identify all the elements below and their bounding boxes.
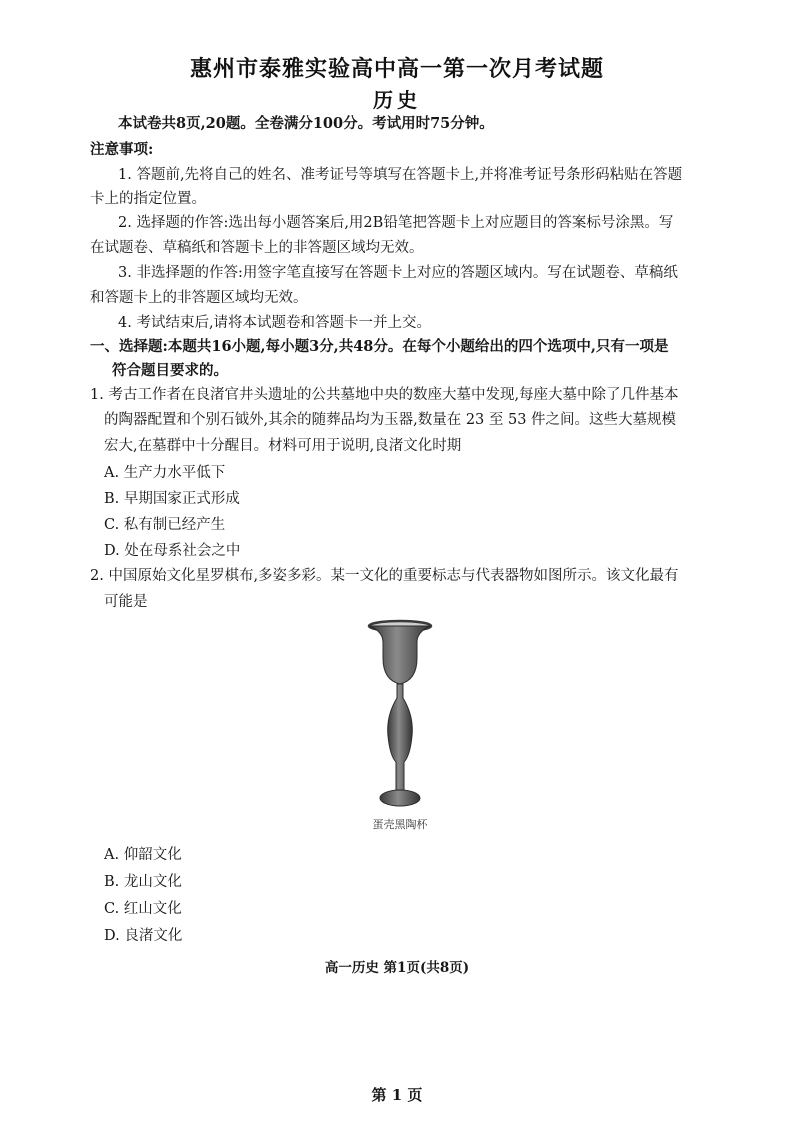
exam-title: 惠州市泰雅实验高中高一第一次月考试题 xyxy=(189,56,604,82)
figure-caption: 蛋壳黑陶杯 xyxy=(372,818,428,831)
question-1-text: 宏大,在墓群中十分醒目。材料可用于说明,良渚文化时期 xyxy=(104,438,462,454)
q2-option-b: B. 龙山文化 xyxy=(104,874,182,890)
notice-item: 4. 考试结束后,请将本试题卷和答题卡一并上交。 xyxy=(118,315,432,331)
q1-option-d: D. 处在母系社会之中 xyxy=(104,543,241,559)
q1-option-c: C. 私有制已经产生 xyxy=(104,517,226,533)
q1-option-a: A. 生产力水平低下 xyxy=(104,465,226,481)
notice-item: 卡上的指定位置。 xyxy=(90,191,206,207)
eggshell-black-pottery-cup-image xyxy=(355,618,445,813)
question-1-text: 的陶器配置和个别石钺外,其余的随葬品均为玉器,数量在 23 至 53 件之间。这些大墓规模 xyxy=(104,412,677,428)
question-1-text: 1. 考古工作者在良渚官井头遗址的公共墓地中央的数座大墓中发现,每座大墓中除了几件基本 xyxy=(90,387,679,403)
q2-option-a: A. 仰韶文化 xyxy=(104,847,182,863)
notice-item: 3. 非选择题的作答:用签字笔直接写在答题卡上对应的答题区域内。写在试题卷、草稿纸 xyxy=(118,265,678,281)
notice-item: 和答题卡上的非答题区域均无效。 xyxy=(90,290,308,306)
question-2-text: 可能是 xyxy=(104,594,148,610)
notice-item: 1. 答题前,先将自己的姓名、准考证号等填写在答题卡上,并将准考证号条形码粘贴在答题 xyxy=(118,167,683,183)
page-number: 第 1 页 xyxy=(371,1086,423,1104)
exam-intro: 本试卷共8页,20题。全卷满分100分。考试用时75分钟。 xyxy=(118,115,494,132)
q1-option-b: B. 早期国家正式形成 xyxy=(104,491,240,507)
page-footer: 高一历史 第1页(共8页) xyxy=(324,960,470,976)
section-heading: 一、选择题:本题共16小题,每小题3分,共48分。在每个小题给出的四个选项中,只有一项是 xyxy=(90,338,669,355)
exam-subject: 历史 xyxy=(373,88,421,112)
notice-item: 在试题卷、草稿纸和答题卡上的非答题区域均无效。 xyxy=(90,240,424,256)
notice-heading: 注意事项: xyxy=(90,141,154,158)
section-heading-cont: 符合题目要求的。 xyxy=(112,362,228,379)
notice-item: 2. 选择题的作答:选出每小题答案后,用2B铅笔把答题卡上对应题目的答案标号涂黑。写 xyxy=(118,215,674,231)
q2-option-d: D. 良渚文化 xyxy=(104,928,183,944)
q2-option-c: C. 红山文化 xyxy=(104,901,182,917)
question-2-text: 2. 中国原始文化星罗棋布,多姿多彩。某一文化的重要标志与代表器物如图所示。该文化最有 xyxy=(90,568,679,584)
